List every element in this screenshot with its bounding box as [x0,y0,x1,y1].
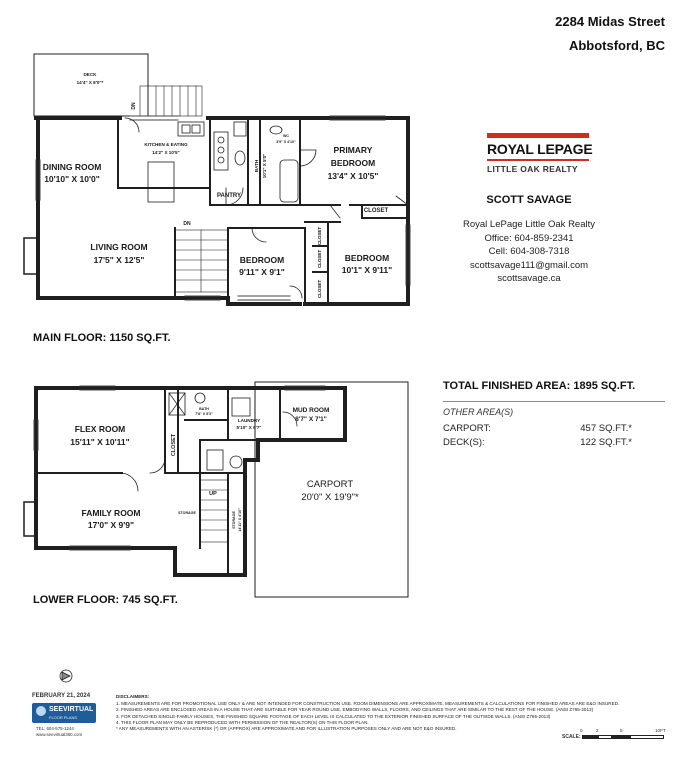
primary-closet-label: CLOSET [363,208,389,214]
agent-company: Royal LePage Little Oak Realty [462,219,596,230]
north-arrow-icon [60,670,72,682]
bedroom-2-dims: 10'1" X 9'11" [341,265,393,275]
mud-room-dims: 8'7" X 7'1" [295,416,327,423]
bedroom-closet-2-label: CLOSET [317,249,322,269]
dining-room-dims: 10'10" X 10'0" [44,174,100,184]
scale-seg-1 [583,736,599,738]
main-floor-total: MAIN FLOOR: 1150 SQ.FT. [33,332,171,344]
brand-sub: LITTLE OAK REALTY [487,164,578,174]
scale-bar [582,735,664,739]
main-bath-label: BATH [254,159,259,173]
brand-name: ROYAL LEPAGE [487,141,593,157]
deck-label: DECK [83,72,97,77]
laundry-dims: 5'10" X 6'7" [236,425,262,430]
kitchen-dims: 14'2" X 10'5" [152,150,180,155]
agent-name: SCOTT SAVAGE [486,194,572,206]
vendor-logo [32,703,96,723]
scale-tick-2: 2 [596,728,599,733]
deck-area-label: DECK(S): [443,437,485,448]
disclaimer-3: 3. FOR DETACHED SINGLE-FAMILY HOUSES, THE FINISHED SQUARE FOOTAGE OF EACH LEVEL IS CALCULATED TO THE EXTERIOR FINISHED SURFACE OF THE OUTSIDE WALLS. (ANSI Z765-2013) [116,713,551,719]
disclaimer-5: * ANY MEASUREMENTS WITH AN ASTERISK (*) OR (APPROX) ARE APPROXIMATE AND FOR ILLUSTRATION PURPOSES ONLY AND ARE NOT E&O INSURED. [116,726,457,732]
bedroom-2-label: BEDROOM [344,253,390,263]
primary-bedroom-label-2: BEDROOM [330,158,376,168]
flex-room-label: FLEX ROOM [74,424,126,434]
address-city: Abbotsford, BC [568,38,665,53]
wc-label: WC [283,134,289,138]
scale-seg-2 [611,736,631,738]
total-area-value: 1895 SQ.FT. [573,380,636,392]
storage-2-dims: 14'11" X 4'10" [238,508,242,532]
bedroom-1-label: BEDROOM [239,255,285,265]
vendor-phone: TEL: 604-575-1244 [36,726,74,731]
main-stairs [175,230,228,292]
carport-area-label: CARPORT: [443,423,491,434]
deck-down-label: DN [131,102,137,110]
agent-website[interactable]: scottsavage.ca [497,273,561,285]
bedroom-1-dims: 9'11" X 9'1" [239,267,285,277]
wc-dims: 3'9" X 4'10" [276,140,296,144]
bedroom-closet-3-label: CLOSET [317,279,322,299]
carport-label: CARPORT [306,479,354,490]
lower-windows [34,386,325,550]
vendor-name: SEEVIRTUAL [49,706,94,713]
primary-bedroom-dims: 13'4" X 10'5" [327,171,379,181]
deck-area-value: 122 SQ.FT.* [580,437,632,448]
living-room-dims: 17'5" X 12'5" [93,255,145,265]
disclaimer-4: 4. THIS FLOOR PLAN MAY ONLY BE REPRODUCED WITH PERMISSION OF THE REALTOR(S) ON THIS FLOOR PLAN. [116,719,369,725]
vendor-website[interactable]: www.seevirtual360.com [36,732,83,737]
mud-room-label: MUD ROOM [292,407,330,414]
lower-closet-label: CLOSET [171,433,177,457]
plan-date: FEBRUARY 21, 2024 [32,693,91,699]
agent-cell: Cell: 604-308-7318 [488,246,570,258]
disclaimer-title: DISCLAIMERS: [116,694,150,699]
deck-dims: 14'4" X 8'0"* [76,80,104,85]
flex-room-dims: 15'11" X 10'11" [70,437,130,447]
total-area-label: TOTAL FINISHED AREA: [443,380,571,392]
agent-email[interactable]: scottsavage111@gmail.com [469,259,589,271]
scale-tick-10: 10FT [655,728,666,733]
kitchen-label: KITCHEN & EATING [144,142,188,147]
disclaimer-1: 1. MEASUREMENTS ARE FOR PROMOTIONAL USE ONLY & ARE NOT INTENDED FOR CONSTRUCTION USE. ROOM DIMENSIONS ARE APPROXIMATE. MEASUREMENTS & CALCULATIONS FOR FINISHED AREAS ARE E&O INSURED. [116,701,620,706]
deck-stairs [140,86,202,116]
main-bath-dims: 10'1" X 5'0" [262,153,267,179]
lower-bath-dims: 7'8" X 5'3" [195,412,213,416]
stair-down-label: DN [183,221,191,227]
carport-dims: 20'0" X 19'9"* [301,492,359,503]
lower-bath-label: BATH [199,407,209,411]
other-areas-label: OTHER AREA(S) [443,407,514,417]
laundry-label: LAUNDRY [237,418,261,423]
living-room-label: LIVING ROOM [90,242,148,252]
scale-tick-0: 0 [580,728,583,733]
areas-divider [443,401,665,402]
address-street: 2284 Midas Street [555,14,665,29]
dining-room-label: DINING ROOM [42,162,102,172]
total-area [443,380,635,392]
lower-floor-total: LOWER FLOOR: 745 SQ.FT. [33,594,178,606]
bedroom-closet-1-label: CLOSET [317,226,322,246]
kitchen-fixtures [148,122,228,202]
lower-stairs [200,480,228,542]
scale-label: SCALE: [562,734,581,740]
vendor-tag: FLOOR PLANS [49,715,78,720]
family-room-label: FAMILY ROOM [81,508,141,518]
family-room-dims: 17'0" X 9'9" [87,520,135,530]
fireplace-main [24,238,38,274]
scale-tick-5: 5 [620,728,623,733]
primary-bedroom-label: PRIMARY [333,145,373,155]
agent-office: Office: 604-859-2341 [484,232,574,244]
pantry-label: PANTRY [217,193,241,199]
storage-1-label: STORAGE [178,511,196,515]
stair-up-label: UP [209,491,217,497]
carport-area-value: 457 SQ.FT.* [580,423,632,434]
vendor-logo-mark [36,706,46,716]
disclaimer-2: 2. FINISHED AREAS ARE ENCLOSED AREAS IN A HOUSE THAT ARE SUITABLE FOR YEAR ROUND USE, EMBODYING WALLS, FLOORS, AND CEILINGS THAT ARE SIMILAR TO THE REST OF THE HOUSE. (ANSI Z765-2013) [116,707,594,713]
storage-2-label: STORAGE [232,511,236,529]
